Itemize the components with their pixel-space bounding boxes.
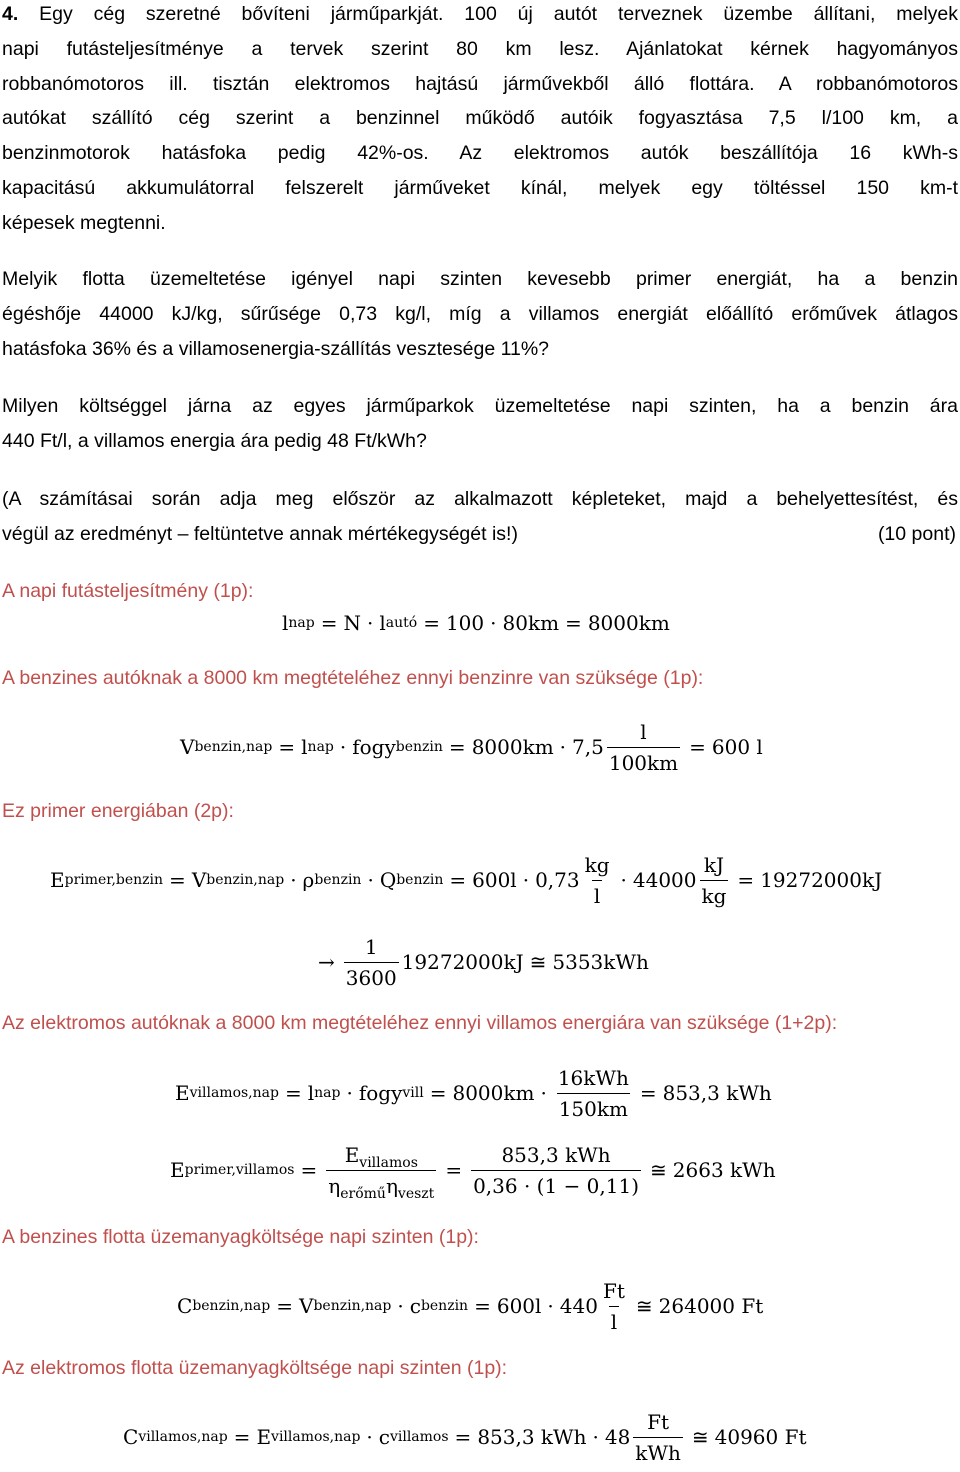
- equation-electric-primer-energy: E primer,villamos = $\frac{E_{villamos}}{\eta_{erőmű}\eta_{veszt}}$ = $\frac{\text{853,3 kWh}}{0,36 \cdot (1 - 0,11)}$ ≅ 2663 kWh: [170, 1142, 776, 1202]
- problem-line-7: képesek megtenni.: [2, 212, 166, 234]
- solution-heading-5: A benzines flotta üzemanyagköltsége napi szinten (1p):: [2, 1226, 479, 1248]
- instructions-line-1: (A számításai során adja meg először az alkalmazott képleteket, majd a behelyettesítést, és: [2, 488, 958, 510]
- fraction: $\frac{1}{3600}$: [345, 934, 397, 990]
- problem-line-5: benzinmotorok hatásfoka pedig 42%-os. Az elektromos autók beszállítója 16 kWh-s: [2, 142, 958, 164]
- question-2-line-2: 440 Ft/l, a villamos energia ára pedig 48 Ft/kWh?: [2, 430, 427, 452]
- problem-number: 4.: [2, 3, 19, 25]
- equation-petrol-volume: V benzin,nap = l nap · fogy benzin = 8000km · 7,5 $\frac{l}{100km}$ = 600 l: [180, 719, 763, 775]
- fraction: $\frac{\text{16kWh}}{150km}$: [557, 1065, 629, 1121]
- fraction: $\frac{kJ}{kg}$: [701, 852, 727, 908]
- equation-kj-to-kwh: → $\frac{1}{3600}$ 19272000kJ ≅ 5353kWh: [318, 934, 649, 990]
- fraction: $\frac{Ft}{l}$: [602, 1278, 625, 1334]
- solution-heading-1: A napi futásteljesítmény (1p):: [2, 580, 254, 602]
- equation-petrol-cost: C benzin,nap = V benzin,nap · c benzin = 600l · 440 $\frac{Ft}{l}$ ≅ 264000 Ft: [177, 1278, 764, 1334]
- fraction: $\frac{E_{villamos}}{\eta_{erőmű}\eta_{veszt}}$: [328, 1142, 435, 1202]
- equation-petrol-primer-energy: E primer,benzin = V benzin,nap · ρ benzin · Q benzin = 600l · 0,73 $\frac{kg}{l}$ · 44000 $\frac{kJ}{kg}$ = 19272000kJ: [50, 852, 883, 908]
- solution-heading-3: Ez primer energiában (2p):: [2, 800, 234, 822]
- problem-line-4: autókat szállító cég szerint a benzinnel működő autóik fogyasztása 7,5 l/100 km, a: [2, 107, 958, 129]
- solution-heading-2: A benzines autóknak a 8000 km megtételéhez ennyi benzinre van szüksége (1p):: [2, 667, 704, 689]
- fraction: $\frac{kg}{l}$: [584, 852, 610, 908]
- equation-electric-energy: E villamos,nap = l nap · fogy vill = 8000km · $\frac{\text{16kWh}}{150km}$ = 853,3 kWh: [175, 1065, 772, 1121]
- problem-line-1: 4. Egy cég szeretné bővíteni járműparkját. 100 új autót terveznek üzembe állítani, melyek: [2, 3, 958, 25]
- question-2-line-1: Milyen költséggel járna az egyes járműparkok üzemeltetése napi szinten, ha a benzin ára: [2, 395, 958, 417]
- fraction: $\frac{Ft}{\text{kWh}}$: [635, 1409, 681, 1465]
- solution-heading-4: Az elektromos autóknak a 8000 km megtételéhez ennyi villamos energiára van szüksége (1+2p):: [2, 1012, 838, 1034]
- equation-daily-distance: l nap = N · l autó = 100 · 80km = 8000km: [282, 611, 670, 635]
- question-1-line-1: Melyik flotta üzemeltetése igényel napi szinten kevesebb primer energiát, ha a benzin: [2, 268, 958, 290]
- fraction: $\frac{l}{100km}$: [608, 719, 679, 775]
- solution-heading-6: Az elektromos flotta üzemanyagköltsége napi szinten (1p):: [2, 1357, 508, 1379]
- question-1-line-3: hatásfoka 36% és a villamosenergia-szállítás vesztesége 11%?: [2, 338, 550, 360]
- fraction: $\frac{\text{853,3 kWh}}{0,36 \cdot (1 - 0,11)}$: [473, 1142, 640, 1198]
- instructions-line-2: végül az eredményt – feltüntetve annak mértékegységét is!): [2, 523, 518, 545]
- problem-line-6: kapacitású akkumulátorral felszerelt járműveket kínál, melyek egy töltéssel 150 km-t: [2, 177, 958, 199]
- problem-line-3: robbanómotoros ill. tisztán elektromos hajtású járművekből álló flottára. A robbanómotoros: [2, 73, 958, 95]
- problem-line-2: napi futásteljesítménye a tervek szerint 80 km lesz. Ajánlatokat kérnek hagyományos: [2, 38, 958, 60]
- question-1-line-2: égéshője 44000 kJ/kg, sűrűsége 0,73 kg/l, míg a villamos energiát előállító erőművek átlagos: [2, 303, 958, 325]
- points-label: (10 pont): [877, 523, 956, 545]
- equation-electric-cost: C villamos,nap = E villamos,nap · c villamos = 853,3 kWh · 48 $\frac{Ft}{\text{kWh}}$ ≅ 40960 Ft: [123, 1409, 807, 1465]
